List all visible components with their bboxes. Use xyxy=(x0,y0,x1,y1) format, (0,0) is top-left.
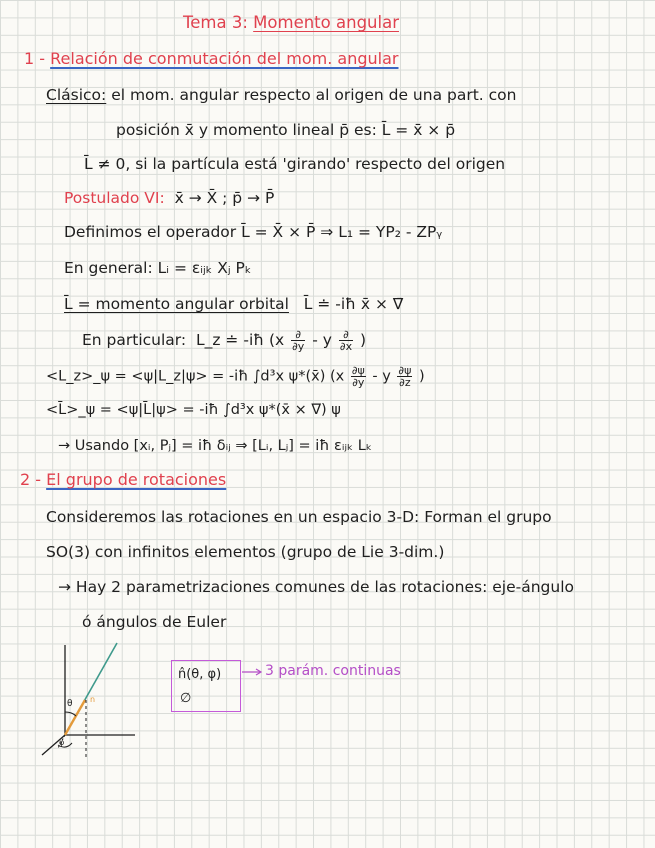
particular-formula-b: - y xyxy=(312,331,332,349)
title-prefix: Tema 3: xyxy=(183,13,248,32)
girando-line: L̄ ≠ 0, si la partícula está 'girando' respecto del origen xyxy=(84,155,506,173)
fraction-dpsi-dz: $\frac{\partial\psi}{\partial z}$ xyxy=(398,364,412,389)
theta-label: θ xyxy=(67,699,73,709)
title-main: Momento angular xyxy=(253,13,399,32)
definimos-line: Definimos el operador L̄ = X̄ × P̄ ⇒ L₁ = YP₂ - ZPᵧ xyxy=(64,223,443,241)
n-label: n xyxy=(90,695,96,704)
particular-text: En particular: xyxy=(82,331,187,349)
usando-line: → Usando [xᵢ, Pⱼ] = iħ δᵢⱼ ⇒ [Lᵢ, Lⱼ] = iħ εᵢⱼₖ Lₖ xyxy=(58,438,373,454)
section-2-number: 2 - xyxy=(20,470,42,489)
expect-lz-b: - y xyxy=(372,368,391,385)
general-line: En general: Lᵢ = εᵢⱼₖ Xⱼ Pₖ xyxy=(64,259,252,277)
box-phi-angle: ∅ xyxy=(180,691,192,706)
orbital-label: L̄ = momento angular orbital xyxy=(64,295,289,313)
parameters-note: 3 parám. continuas xyxy=(265,663,401,679)
posicion-line: posición x̄ y momento lineal p̄ es: L̄ = x̄ × p̄ xyxy=(116,121,456,139)
fraction-d-dx: $\frac{\partial}{\partial x}$ xyxy=(339,328,353,353)
section-1-number: 1 - xyxy=(24,49,46,68)
postulado-label: Postulado VI: xyxy=(64,189,165,207)
parameters-box xyxy=(171,660,241,712)
clasico-text: el mom. angular respecto al origen de una part. con xyxy=(111,86,517,104)
consideremos-line: Consideremos las rotaciones en un espacio 3-D: Forman el grupo xyxy=(46,508,552,526)
box-n-theta-phi: n̂(θ, φ) xyxy=(178,667,222,682)
phi-label: φ xyxy=(59,738,65,747)
theta-arc xyxy=(65,712,76,716)
parametrizaciones-line: → Hay 2 parametrizaciones comunes de las rotaciones: eje-ángulo xyxy=(58,578,574,596)
clasico-label: Clásico: xyxy=(46,86,107,104)
euler-line: ó ángulos de Euler xyxy=(82,613,227,631)
fraction-dpsi-dy: $\frac{\partial\psi}{\partial y}$ xyxy=(351,364,365,389)
postulado-formula: x̄ → X̄ ; p̄ → P̄ xyxy=(174,189,275,207)
section-1-title: Relación de conmutación del mom. angular xyxy=(50,49,399,68)
so3-line: SO(3) con infinitos elementos (grupo de Lie 3-dim.) xyxy=(46,543,445,561)
orbital-formula: L̄ ≐ -iħ x̄ × ∇̄ xyxy=(303,295,404,313)
particular-formula-a: L_z ≐ -iħ (x xyxy=(195,331,285,349)
expect-lz-a: <L_z>_ψ = <ψ|L_z|ψ> = -iħ ∫d³x ψ*(x̄) (x xyxy=(46,368,345,385)
expectation-l-line: <L̄>_ψ = <ψ|L̄|ψ> = -iħ ∫d³x ψ*(x̄ × ∇) ψ xyxy=(46,402,341,418)
section-2-title: El grupo de rotaciones xyxy=(46,470,227,489)
particular-formula-c: ) xyxy=(360,331,367,349)
expect-lz-c: ) xyxy=(418,368,425,385)
fraction-d-dy: $\frac{\partial}{\partial y}$ xyxy=(292,328,305,353)
